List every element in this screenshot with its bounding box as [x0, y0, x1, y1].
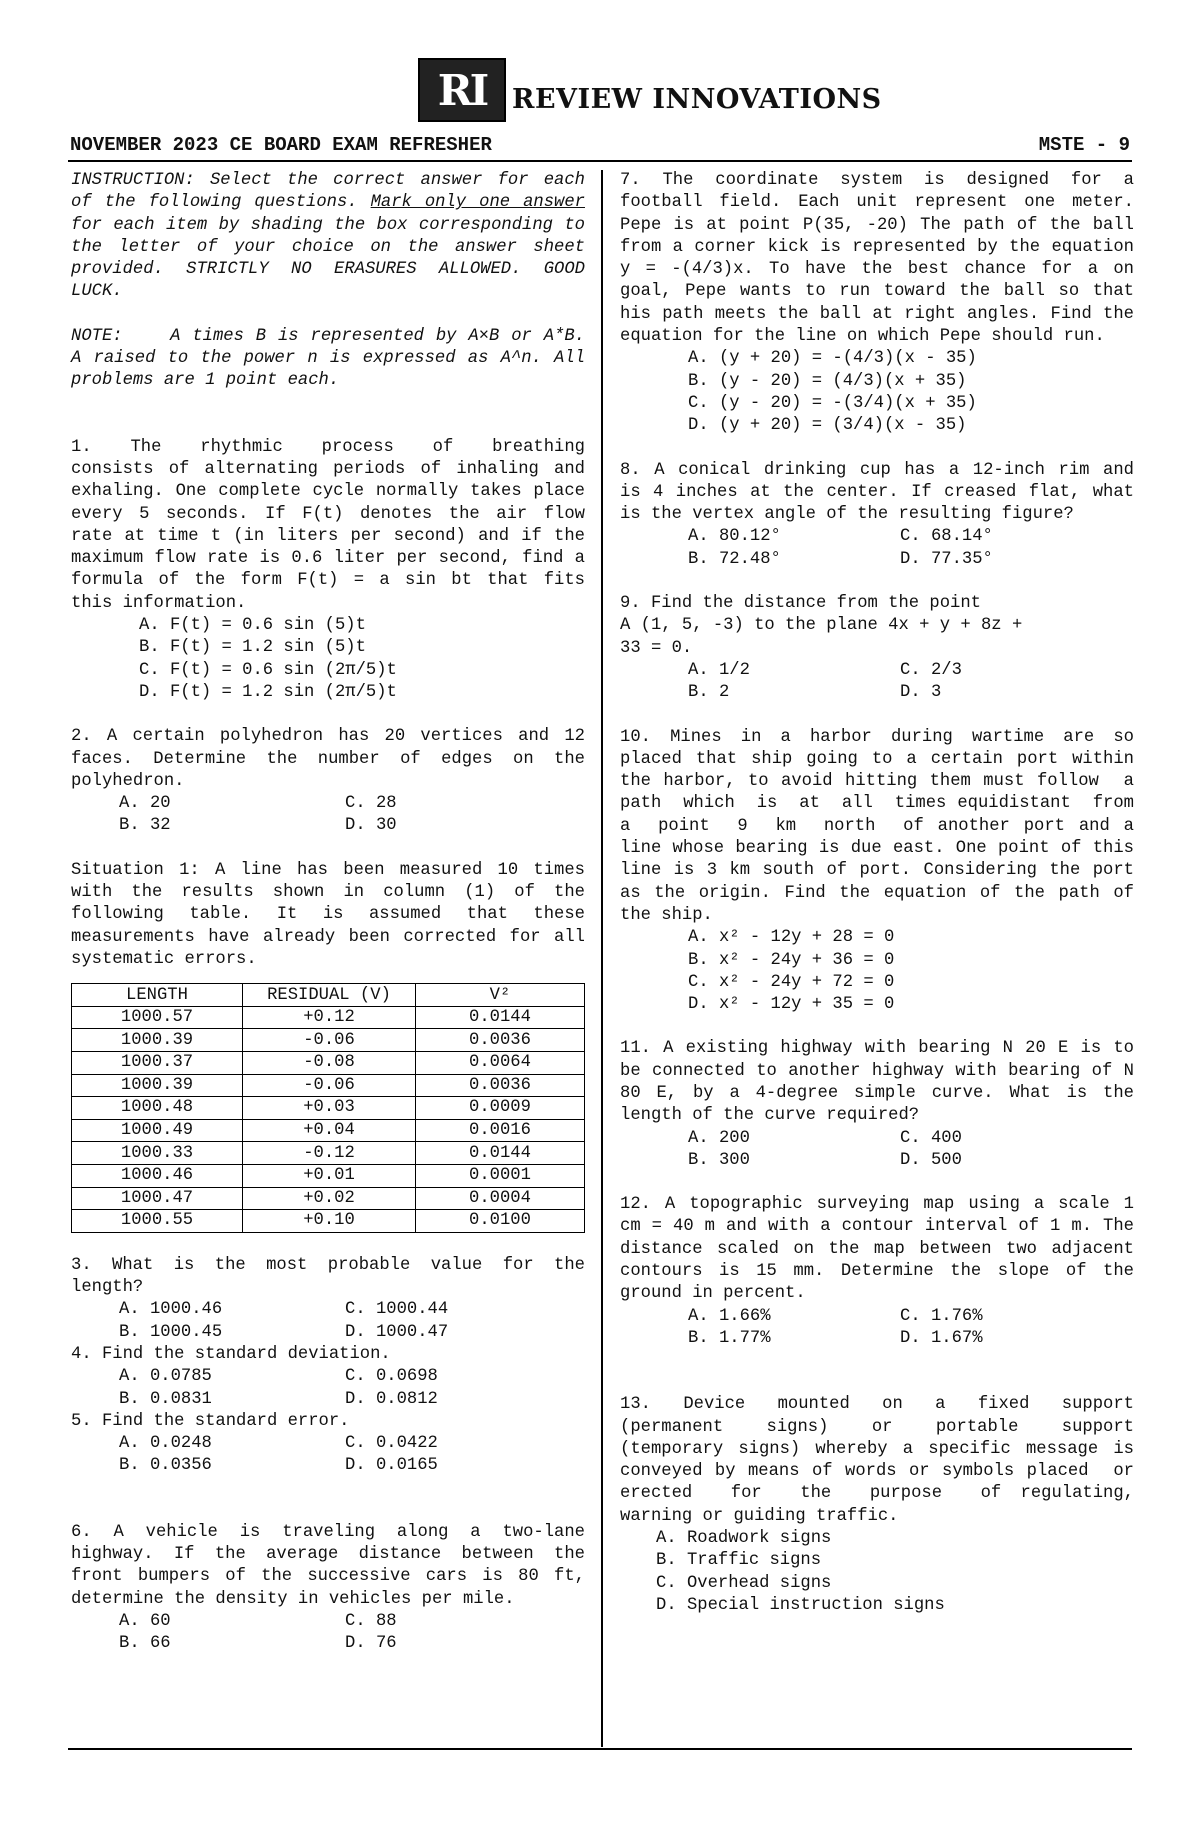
option: A. 200	[688, 1128, 750, 1148]
option: D. x² - 12y + 35 = 0	[688, 995, 895, 1015]
option: B. 1000.45	[119, 1322, 223, 1342]
footer-rule	[68, 1748, 1132, 1750]
option: C. 68.14°	[900, 527, 993, 547]
logo-mark: RI	[418, 58, 506, 122]
option: D. 30	[345, 816, 397, 836]
table-row: 1000.47 +0.02 0.0004	[72, 1187, 585, 1210]
option: A. F(t) = 0.6 sin (5)t	[139, 616, 366, 636]
table-row: 1000.46 +0.01 0.0001	[72, 1164, 585, 1187]
option: C. 88	[345, 1611, 397, 1631]
question-10: 10. Mines in a harbor during wartime are so placed that ship going to a certain port within the harbor, to avoid hitting them must follow a path which is at all times equidistant from a point 9 km north of another port and a line whose bearing is due east. One point of this line is 3 km south of port. Considering the port as the origin. Find the equation of the path of the ship.	[620, 727, 1155, 925]
table-header: RESIDUAL (V)	[243, 984, 416, 1007]
option: C. 1000.44	[345, 1300, 449, 1320]
question-10-options	[620, 927, 1134, 1016]
question-3: 3. What is the most probable value for the length?	[71, 1255, 596, 1298]
option: C. x² - 24y + 72 = 0	[688, 972, 895, 992]
question-11-options	[620, 1128, 1134, 1150]
question-1-options	[71, 615, 585, 704]
question-8: 8. A conical drinking cup has a 12-inch rim and is 4 inches at the center. If creased flat, what is the vertex angle of the resulting figure?	[620, 460, 1145, 525]
question-12-options	[620, 1306, 1134, 1328]
table-header: LENGTH	[72, 984, 243, 1007]
option: C. (y - 20) = -(3/4)(x + 35)	[688, 393, 977, 413]
question-7-options	[620, 348, 1134, 437]
option: C. 1.76%	[900, 1306, 983, 1326]
question-5: 5. Find the standard error.	[71, 1411, 350, 1431]
question-3-options	[71, 1299, 585, 1321]
option: B. Traffic signs	[656, 1551, 822, 1571]
table-row: 1000.37 -0.08 0.0064	[72, 1051, 585, 1074]
option: B. 0.0831	[119, 1389, 212, 1409]
question-11: 11. A existing highway with bearing N 20 E is to be connected to another highway with bearing of N 80 E, by a 4-degree simple curve. What is the length of the curve required?	[620, 1039, 1145, 1126]
left-column	[71, 170, 596, 1655]
option: A. 1.66%	[688, 1306, 771, 1326]
option: A. 80.12°	[688, 527, 781, 547]
option: B. 1.77%	[688, 1328, 771, 1348]
question-5-options	[71, 1433, 585, 1455]
exam-title: NOVEMBER 2023 CE BOARD EXAM REFRESHER	[70, 134, 492, 156]
option: C. 0.0422	[345, 1434, 438, 1454]
option: C. 2/3	[900, 660, 962, 680]
question-13: 13. Device mounted on a fixed support (permanent signs) or portable support (temporary signs) whereby a specific message is conveyed by means of words or symbols placed or erected for the purpose of regulating, warning or guiding traffic.	[620, 1395, 1155, 1526]
question-8-options	[620, 526, 1134, 548]
option: B. x² - 24y + 36 = 0	[688, 950, 895, 970]
option: D. 0.0812	[345, 1389, 438, 1409]
option: B. 66	[119, 1634, 171, 1654]
right-column	[620, 170, 1155, 1617]
option: B. F(t) = 1.2 sin (5)t	[139, 638, 366, 658]
option: D. (y + 20) = (3/4)(x - 35)	[688, 416, 967, 436]
option: C. F(t) = 0.6 sin (2π/5)t	[139, 660, 397, 680]
instructions: INSTRUCTION: Select the correct answer for each of the following questions. Mark only one answer for each item by shading the box corresponding to the letter of your choice on the answer sheet provided. STRICTLY NO ERASURES ALLOWED. GOOD LUCK.	[71, 171, 596, 302]
residuals-table	[71, 983, 585, 1233]
set-code: MSTE - 9	[1038, 134, 1130, 156]
option: C. 0.0698	[345, 1367, 438, 1387]
question-12: 12. A topographic surveying map using a scale 1 cm = 40 m and with a contour interval of 1 m. The distance scaled on the map between two adjacent contours is 15 mm. Determine the slope of the ground in percent.	[620, 1195, 1145, 1304]
table-header-row	[72, 984, 585, 1007]
question-6: 6. A vehicle is traveling along a two-lane highway. If the average distance between the front bumpers of the successive cars is 80 ft, determine the density in vehicles per mile.	[71, 1522, 596, 1609]
option: A. 60	[119, 1611, 171, 1631]
table-row: 1000.39 -0.06 0.0036	[72, 1029, 585, 1052]
option: C. Overhead signs	[656, 1573, 832, 1593]
option: D. 1000.47	[345, 1322, 449, 1342]
question-2-options	[71, 793, 585, 815]
situation-1: Situation 1: A line has been measured 10 times with the results shown in column (1) of the following table. It is assumed that these measurements have already been corrected for all systematic errors.	[71, 860, 596, 969]
option: B. 72.48°	[688, 549, 781, 569]
brand-name: REVIEW INNOVATIONS	[512, 83, 882, 115]
table-row: 1000.48 +0.03 0.0009	[72, 1097, 585, 1120]
table-row: 1000.33 -0.12 0.0144	[72, 1142, 585, 1165]
option: A. 0.0785	[119, 1367, 212, 1387]
note: NOTE: A times B is represented by A×B or A*B. A raised to the power n is expressed as A^n. All problems are 1 point each.	[71, 326, 596, 391]
question-7: 7. The coordinate system is designed for a football field. Each unit represent one meter. Pepe is at point P(35, -20) The path of the ball from a corner kick is represented by the equation y = -(4/3)x. To have the best chance for a on goal, Pepe wants to run toward the ball so that his path meets the ball at right angles. Find the equation for the line on which Pepe should run.	[620, 171, 1145, 347]
question-2: 2. A certain polyhedron has 20 vertices and 12 faces. Determine the number of edges on the polyhedron.	[71, 727, 596, 791]
option: A. 1/2	[688, 660, 750, 680]
page-header	[70, 134, 1130, 160]
option: D. 76	[345, 1634, 397, 1654]
option: D. 500	[900, 1150, 962, 1170]
option: D. F(t) = 1.2 sin (2π/5)t	[139, 682, 397, 702]
option: B. 300	[688, 1150, 750, 1170]
table-row: 1000.49 +0.04 0.0016	[72, 1119, 585, 1142]
question-13-options	[620, 1528, 1134, 1617]
option: B. 32	[119, 816, 171, 836]
question-6-options	[71, 1611, 585, 1633]
brand-logo	[418, 58, 882, 122]
option: D. 77.35°	[900, 549, 993, 569]
table-row: 1000.39 -0.06 0.0036	[72, 1074, 585, 1097]
question-1: 1. The rhythmic process of breathing consists of alternating periods of inhaling and exhaling. One complete cycle normally takes place every 5 seconds. If F(t) denotes the air flow rate at time t (in liters per second) and if the maximum flow rate is 0.6 liter per second, find a formula of the form F(t) = a sin bt that fits this information.	[71, 437, 596, 613]
option: B. 0.0356	[119, 1456, 212, 1476]
option: A. 1000.46	[119, 1300, 223, 1320]
option: D. 1.67%	[900, 1328, 983, 1348]
option: C. 400	[900, 1128, 962, 1148]
option: D. 3	[900, 683, 942, 703]
option: D. Special instruction signs	[656, 1595, 945, 1615]
option: A. (y + 20) = -(4/3)(x - 35)	[688, 349, 977, 369]
question-4: 4. Find the standard deviation.	[71, 1344, 391, 1364]
option: C. 28	[345, 794, 397, 814]
question-9-options	[620, 660, 1134, 682]
option: B. 2	[688, 683, 730, 703]
question-9: 9. Find the distance from the point A (1, 5, -3) to the plane 4x + y + 8z + 33 = 0.	[620, 594, 1023, 658]
option: A. x² - 12y + 28 = 0	[688, 928, 895, 948]
table-header: V²	[416, 984, 585, 1007]
option: D. 0.0165	[345, 1456, 438, 1476]
option: A. Roadwork signs	[656, 1529, 832, 1549]
option: A. 20	[119, 794, 171, 814]
option: A. 0.0248	[119, 1434, 212, 1454]
table-row: 1000.55 +0.10 0.0100	[72, 1210, 585, 1233]
option: B. (y - 20) = (4/3)(x + 35)	[688, 371, 967, 391]
question-4-options	[71, 1366, 585, 1388]
header-rule	[68, 160, 1132, 162]
table-row: 1000.57 +0.12 0.0144	[72, 1006, 585, 1029]
column-divider	[601, 170, 603, 1747]
